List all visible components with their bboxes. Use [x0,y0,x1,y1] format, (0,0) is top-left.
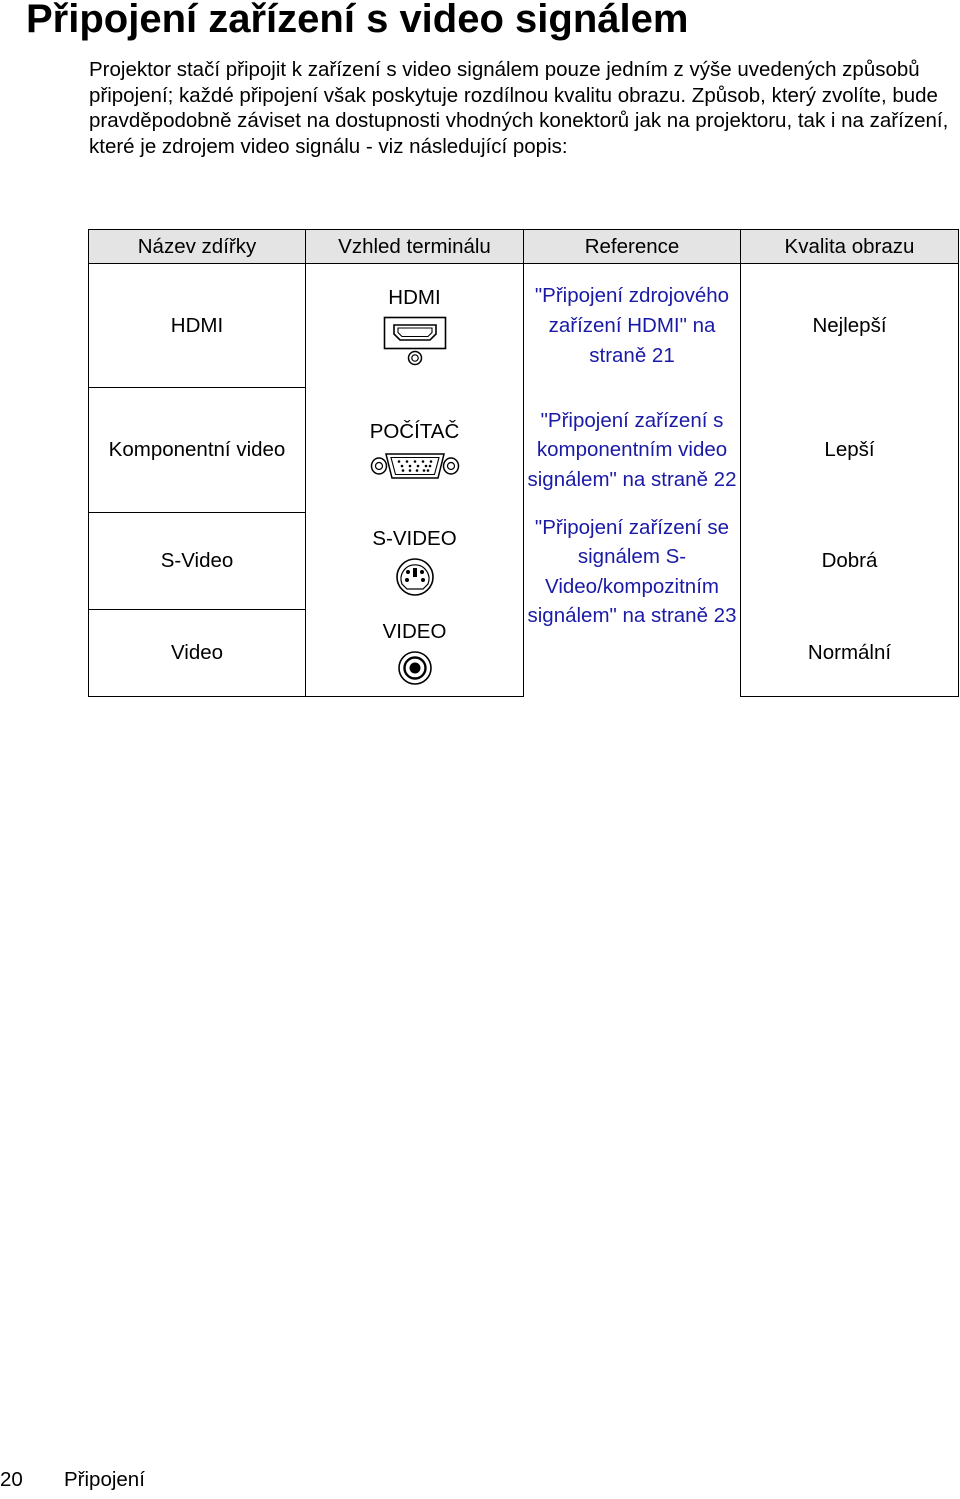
quality-cell: Normální [741,610,959,697]
composite-video-port-icon [397,650,433,686]
reference-cell [524,388,741,513]
s-video-port-icon [393,557,437,597]
header-socket-name: Název zdířky [89,230,306,264]
reference-cell [524,513,741,697]
table-header-row [89,230,959,264]
reference-link[interactable]: "Připojení zařízení se signálem S-Video/kompozitním signálem" na straně 23 [527,515,737,628]
reference-link[interactable]: "Připojení zařízení s komponentním video signálem" na straně 22 [527,408,737,491]
socket-name-cell: S-Video [89,513,306,610]
socket-name-cell: Video [89,610,306,697]
table-row [89,264,959,388]
reference-link[interactable]: "Připojení zdrojového zařízení HDMI" na straně 21 [534,284,730,367]
socket-name-cell: Komponentní video [89,388,306,513]
terminal-cell [306,388,524,513]
quality-cell: Nejlepší [741,264,959,388]
terminal-label: S-VIDEO [372,526,457,550]
vga-port-icon [370,450,460,482]
header-image-quality: Kvalita obrazu [741,230,959,264]
terminal-label: POČÍTAČ [369,419,460,443]
table-row [89,513,959,610]
header-terminal-appearance: Vzhled terminálu [306,230,524,264]
table-row [89,388,959,513]
connection-table [88,229,959,697]
quality-cell: Dobrá [741,513,959,610]
terminal-label: HDMI [388,286,441,310]
terminal-cell [306,264,524,388]
socket-name-cell: HDMI [89,264,306,388]
footer-section-title: Připojení [64,1468,145,1491]
terminal-label: VIDEO [382,620,447,644]
reference-cell [524,264,741,388]
header-reference: Reference [524,230,741,264]
terminal-cell [306,610,524,697]
quality-cell: Lepší [741,388,959,513]
hdmi-port-icon [383,316,447,366]
page-title: Připojení zařízení s video signálem [26,0,689,41]
terminal-cell [306,513,524,610]
page-number: 20 [0,1468,23,1491]
intro-paragraph: Projektor stačí připojit k zařízení s video signálem pouze jedním z výše uvedených způsobů připojení; každé připojení však poskytuje rozdílnou kvalitu obrazu. Způsob, který zvolíte, bude pravděpodobně záviset na dostupnosti vhodných konektorů jak na projektoru, tak i na zařízení, které je zdrojem video signálu - viz následující popis: [89,58,949,159]
